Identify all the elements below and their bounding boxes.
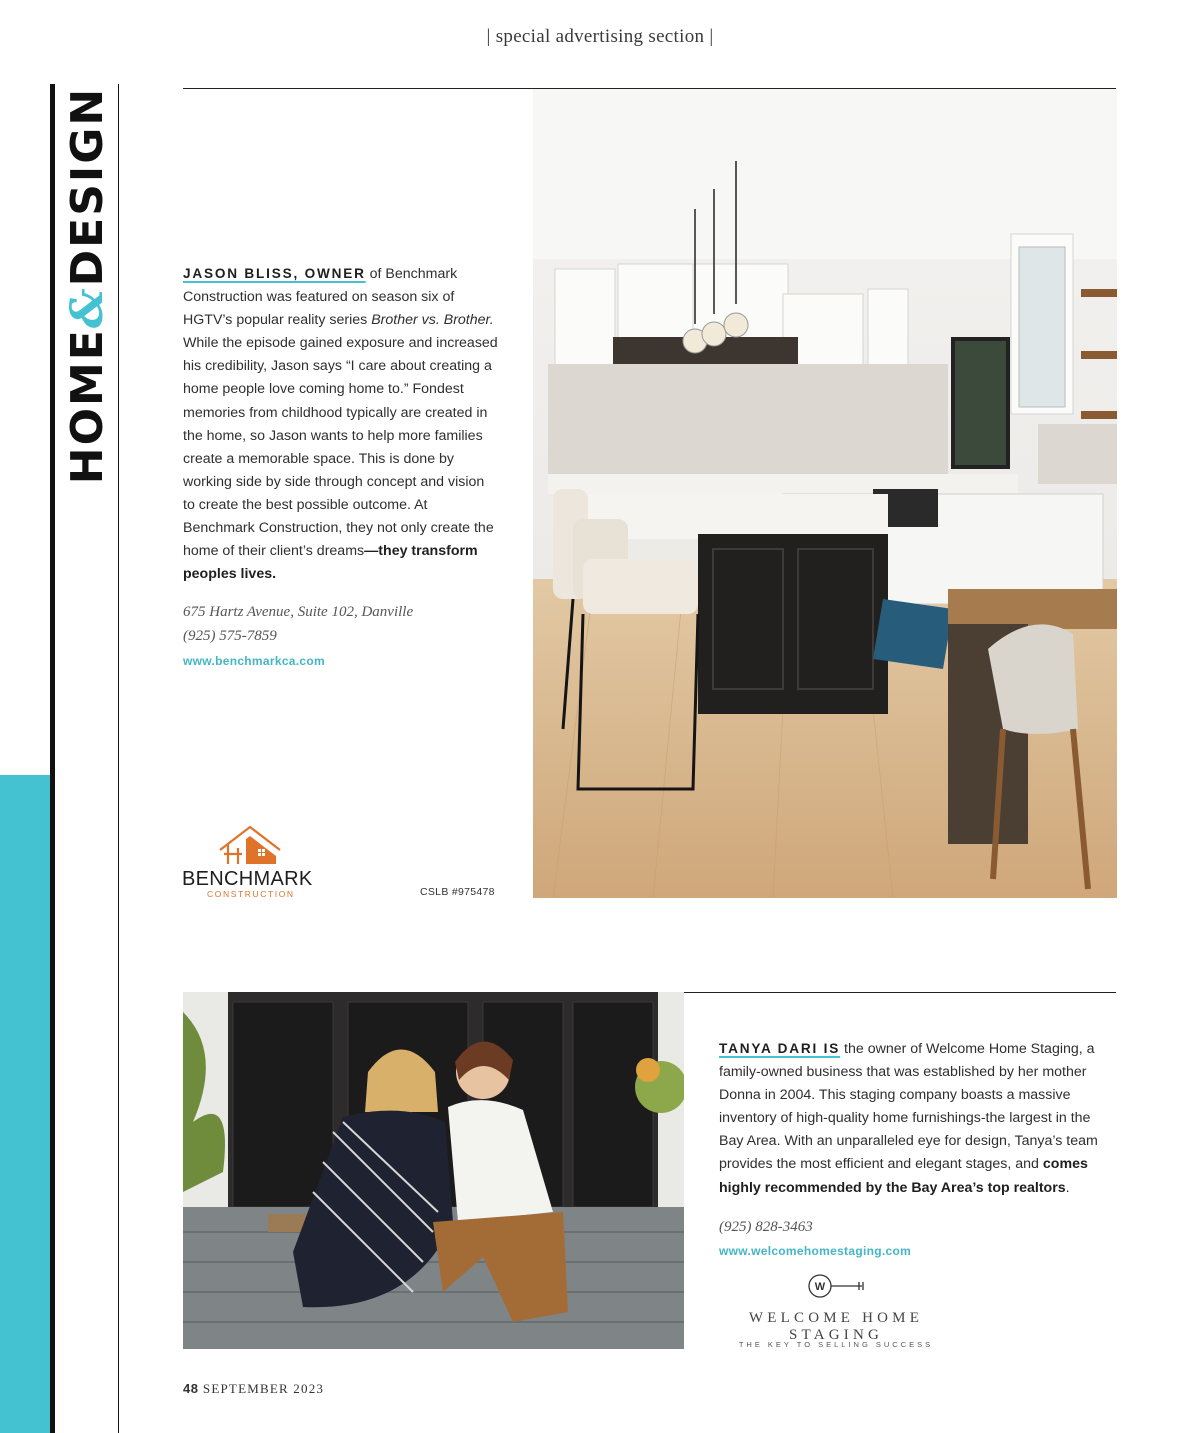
feature1-copy <box>183 262 499 586</box>
feature2-text-a: the owner of Welcome Home Staging, a family-owned business that was established by her mother Donna in 2004. This staging company boasts a massive inventory of high-quality home furnishings-the largest in the Bay Area. With an unparalleled eye for design, Tanya’s team provides the most efficient and elegant stages, and <box>719 1041 1098 1173</box>
feature1-text-b: While the episode gained exposure and increased his credibility, Jason says “I care about creating a home people love coming home to.” Fondest memories from childhood typically are created in the home, so Jason wants to help more families create a memorable space. This is done by working side by side through concept and vision to create the best possible outcome. At Benchmark Construction, they not only create the home of their client’s dreams <box>183 335 498 560</box>
emblem-letter: W <box>814 1281 826 1293</box>
feature1-show-title: Brother vs. Brother. <box>371 312 494 329</box>
accent-rail <box>0 775 52 1433</box>
feature2-bold: comes highly recommended by the Bay Area’s top realtors <box>719 1156 1088 1196</box>
owners-photo <box>183 992 684 1349</box>
section-title-amp: & <box>62 285 114 328</box>
section-title-home: HOME <box>62 327 114 484</box>
section-title-vertical <box>60 84 116 486</box>
welcome-logo-tagline: THE KEY TO SELLING SUCCESS <box>738 1340 934 1349</box>
page-footer <box>183 1381 324 1397</box>
key-emblem-icon <box>806 1273 866 1299</box>
black-rail <box>50 84 55 1433</box>
benchmark-logo-word: BENCHMARK <box>182 868 313 890</box>
feature1-bold: —they transform peoples lives. <box>183 543 478 583</box>
feature1-url[interactable]: www.benchmarkca.com <box>183 654 325 668</box>
feature2-url[interactable]: www.welcomehomestaging.com <box>719 1244 912 1258</box>
page-number: 48 <box>183 1381 199 1396</box>
feature1-phone: (925) 575-7859 <box>183 628 277 644</box>
kitchen-photo <box>533 89 1117 898</box>
feature1-text-a: of Benchmark Construction was featured on season six of HGTV’s popular reality series <box>183 266 458 329</box>
feature2-text-b: . <box>1065 1179 1070 1196</box>
license-number: CSLB #975478 <box>420 886 495 898</box>
welcome-logo-word: WELCOME HOME STAGING <box>748 1310 924 1343</box>
issue-date: SEPTEMBER 2023 <box>202 1381 325 1396</box>
section-title-design: DESIGN <box>62 86 114 286</box>
feature1-lead: JASON BLISS, OWNER <box>183 266 366 281</box>
feature1-address: 675 Hartz Avenue, Suite 102, Danville <box>183 604 414 620</box>
feature2-copy <box>719 1037 1116 1200</box>
section-header: | special advertising section | <box>486 26 714 47</box>
thin-rail <box>118 84 119 1433</box>
second-rule <box>684 992 1116 993</box>
feature2-phone: (925) 828-3463 <box>719 1219 813 1235</box>
benchmark-logo-sub: CONSTRUCTION <box>207 889 295 899</box>
feature2-lead: TANYA DARI IS <box>719 1041 841 1056</box>
